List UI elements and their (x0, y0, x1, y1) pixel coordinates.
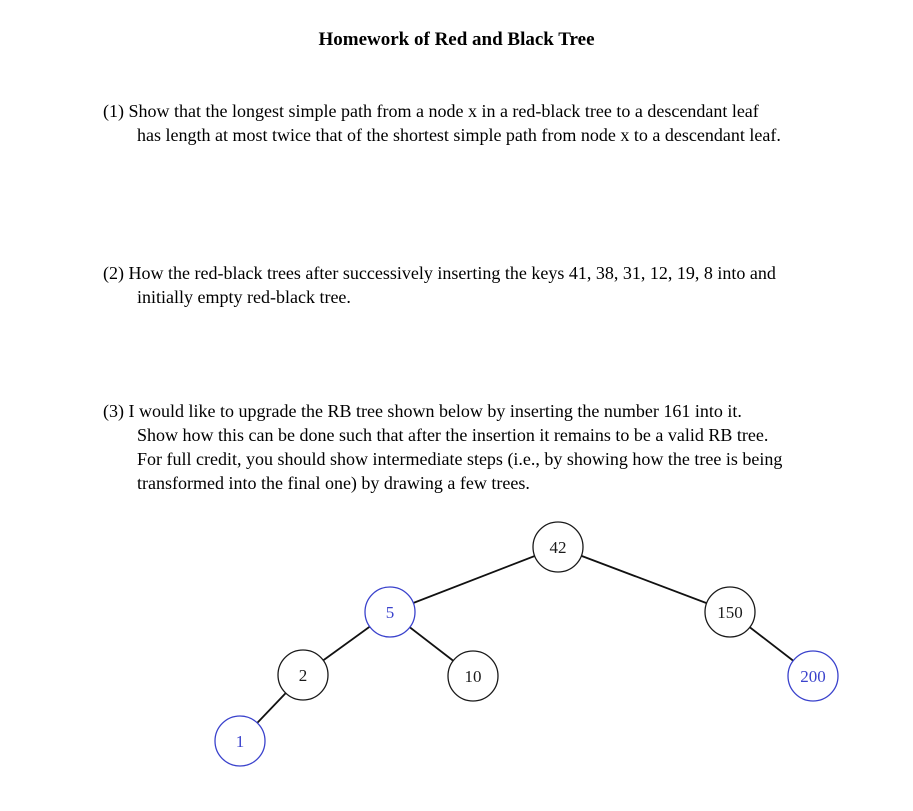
question-1 (103, 99, 873, 147)
question-text-line: How the red-black trees after successively inserting the keys 41, 38, 31, 12, 19, 8 into and (128, 263, 776, 283)
question-number: (1) (103, 101, 124, 121)
tree-node-1 (215, 716, 265, 766)
question-text-line: Show how this can be done such that after the insertion it remains to be a valid RB tree. (137, 425, 769, 445)
question-2 (103, 261, 873, 309)
tree-edge-42-150 (558, 547, 730, 612)
question-3 (103, 399, 873, 495)
tree-node-10 (448, 651, 498, 701)
tree-node-label-42: 42 (549, 538, 567, 557)
question-text-line: has length at most twice that of the shortest simple path from node x to a descendant leaf. (137, 125, 781, 145)
tree-node-5 (365, 587, 415, 637)
tree-node-150 (705, 587, 755, 637)
tree-node-label-10: 10 (464, 667, 482, 686)
tree-node-2 (278, 650, 328, 700)
question-text-line: Show that the longest simple path from a node x in a red-black tree to a descendant leaf (128, 101, 759, 121)
question-text-line: transformed into the final one) by drawing a few trees. (137, 473, 530, 493)
question-number: (3) (103, 401, 124, 421)
tree-node-label-5: 5 (385, 603, 395, 622)
red-black-tree-diagram (0, 514, 913, 811)
tree-node-label-1: 1 (235, 732, 245, 751)
tree-node-200 (788, 651, 838, 701)
question-text-line: For full credit, you should show intermediate steps (i.e., by showing how the tree is being (137, 449, 783, 469)
question-text-line: I would like to upgrade the RB tree shown below by inserting the number 161 into it. (128, 401, 742, 421)
page-title: Homework of Red and Black Tree (318, 29, 595, 50)
tree-node-label-150: 150 (717, 603, 743, 622)
tree-node-label-2: 2 (298, 666, 308, 685)
question-text-line: initially empty red-black tree. (137, 287, 351, 307)
tree-node-label-200: 200 (800, 667, 826, 686)
tree-node-42 (533, 522, 583, 572)
tree-edge-42-5 (390, 547, 558, 612)
question-number: (2) (103, 263, 124, 283)
